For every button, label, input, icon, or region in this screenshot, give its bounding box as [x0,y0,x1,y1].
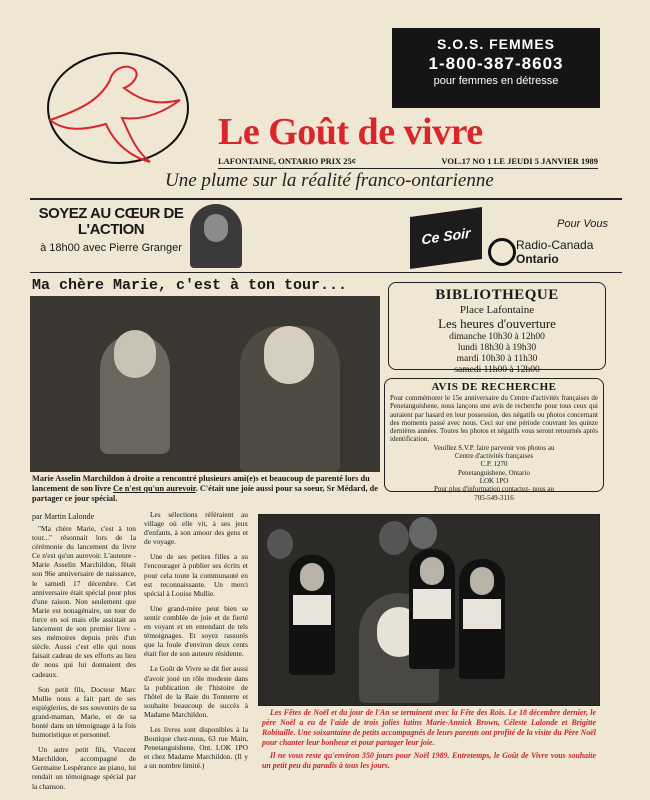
helper-elf [409,549,455,669]
presenter-portrait [190,204,242,268]
hours-row: lundi 18h30 à 19h30 [457,343,537,353]
christmas-caption-paragraph: Il ne vous reste qu'environ 350 jours pour Noël 1989. Entretemps, le Goût de Vivre vous souhaite un petit peu du paradis à tous les jours. [262,751,596,770]
avis-address-line: Centre d'activités françaises [454,452,534,461]
article-paragraph: Les sélections référaient au village où elle vit, à ses jeux d'enfants, à son amour des gens et de voyage. [144,510,248,547]
bibliotheque-heading: Les heures d'ouverture [438,316,556,331]
article-column-1 [32,524,136,794]
ce-soir-logo: Ce Soir [410,207,482,269]
radio-canada-ad [488,218,608,268]
photo-caption-part1: Marie Asselin Marchildon à droite a rencontré plusieurs ami(e)s et beaucoup de parenté lors du lancement de son livre [32,474,370,493]
network-region: Ontario [516,252,559,266]
christmas-caption-paragraph: Les Fêtes de Noël et du jour de l'An se terminent avec la Fête des Rois. Le 18 décembre dernier, le père Noël a eu de l'aide de trois jolies lutins Marie-Annick Brown, Céleste Lalonde et Brigitte Robitaille. Une soixantaine de petits accompagnés de leurs parents ont profité de la visite du Père Noël pour chanter leur bonheur et pour partager leur joie. [262,708,596,747]
bibliotheque-box [388,282,606,375]
article-paragraph: Le Goût de Vivre se dit fier aussi d'avoir joué un rôle modeste dans la publication de l'histoire de l'hôtel de la Baie du Tonnerre et souhaite beaucoup de succès à Madame Marchildon. [144,664,248,719]
pour-vous-text: Pour Vous [557,218,608,230]
photo-person-right [240,326,340,472]
issue-info-bar [218,156,598,169]
avis-de-recherche-box [384,378,604,502]
bibliotheque-title: BIBLIOTHEQUE [435,287,559,303]
avis-address-line: Penetanguishene, Ontario [458,468,530,477]
article-column-2 [144,510,248,794]
avis-address-line: C.P. 1270 [480,460,508,469]
avis-address-line: LOK 1PO [479,476,509,485]
tv-ad-headline: SOYEZ AU CŒUR DE L'ACTION [38,205,184,238]
helper-elf [289,555,335,675]
photo-person-left [100,334,170,454]
network-name: Radio-Canada [516,238,594,252]
hours-row: dimanche 10h30 à 12h00 [449,332,545,342]
sos-subtitle: pour femmes en détresse [433,75,559,87]
article-paragraph: Une de ses petites filles a su l'encourager à publier ses écrits et pour cela toute la communauté en est reconnaissante. Un merci spécial à Louise Mullie. [144,552,248,598]
marchildon-photo [30,296,380,472]
article-byline: par Martin Lalonde [32,512,95,521]
radio-canada-logo-icon [488,238,516,266]
bird-logo-icon [40,40,190,170]
balloon [267,529,293,559]
sos-title: S.O.S. FEMMES [436,36,555,52]
sos-phone: 1-800-387-8603 [428,54,564,73]
avis-phone: 705-549-3116 [474,493,514,502]
article-headline: Ma chère Marie, c'est à ton tour... [32,277,348,294]
tv-ad-subline: à 18h00 avec Pierre Granger [40,242,182,254]
article-paragraph: "Ma chère Marie, c'est à ton tour..." résonnait lors de la cérémonie du lancement du livre Ce n'est qu'un aurevoir. L'auteure - Marie Asselin Marchildon, fêtait son 96e anniversaire de naissance, le samedi 17 décembre. Cet anniversaire était spécial pour plus d'une raison. Non seulement que Marie est nonagénaire, un tour de force en soi mais elle assistait au lancement de son premier livre - ses mémoires depuis près d'un siècle. Aussi c'est elle qui nous faisait cadeau de ses efforts au lieu de nous qui lui donnaient des cadeaux. [32,524,136,679]
hours-row: samedi 11h00 à 12h00 [454,365,540,375]
article-paragraph: Une grand-mère peut bien se sentir comblée de joie et de fierté en voyant et en entendant de tels témoignages. Et soyez rassurés que la foule d'environ deux cents était fier de son auteure résidente. [144,603,248,659]
newspaper-slogan: Une plume sur la réalité franco-ontarienne [165,170,494,191]
avis-title: AVIS DE RECHERCHE [431,381,557,393]
photo-caption-part2: . C'était une joie aussi pour sa soeur, Sr Médard, de partager ce jour spécial. [32,484,378,503]
avis-contact-intro: Veuillez S.V.P. faire parvenir vos photos au [433,443,555,452]
issue-volume-date: VOL.17 NO 1 LE JEUDI 5 JANVIER 1989 [441,156,598,166]
ad-divider [30,272,622,273]
article-paragraph: Un autre petit fils, Vincent Marchildon, accompagné de Germaine Lespérance au piano, lui rendait un témoignage spécial par la chanson. [32,745,136,791]
hours-row: mardi 10h30 à 11h30 [456,354,538,364]
christmas-caption [262,708,596,774]
photo-caption [32,474,378,504]
avis-body: Pour commémorer le 15e anniversaire du Centre d'activités françaises de Penetanguishene, nous lançons une avis de recherche pour tous ceux qui auraient par hasard en leur possession, des négatifs ou photos concernant des moments passé avec nous. Ceci sur une période couvrant les quinze dernières années. Toutes les photos et négatifs vous seront retournés après identification. [390,394,598,444]
balloon [409,517,437,549]
sos-femmes-box [392,28,600,108]
article-paragraph: Les livres sont disponibles à la Boutique chez-nous, 63 rue Main, Penetanguishene, Ont. LOK 1PO et chez Madame Marchildon. (Il y a un nombre limité.) [144,724,248,771]
article-paragraph: Son petit fils, Docteur Marc Mullie nous a fait part de ses espiègleries, de ses souvenirs de sa grand-maman, Marie, et de sa bonté dans un témoignage à la fois humoristique et personnel. [32,684,136,740]
christmas-photo [258,514,600,706]
avis-more-info: Pour plus d'information contactez- nous au [433,485,555,494]
photo-caption-book-title: Ce n'est qu'un aurevoir [112,484,196,493]
tv-ad [36,206,186,268]
helper-elf [459,559,505,679]
balloon [379,521,409,555]
newspaper-title: Le Goût de vivre [218,111,483,153]
bibliotheque-place: Place Lafontaine [459,304,535,316]
issue-location-price: LAFONTAINE, ONTARIO PRIX 25¢ [218,156,357,166]
masthead-divider [30,198,622,200]
bleed-through-text [230,22,390,108]
